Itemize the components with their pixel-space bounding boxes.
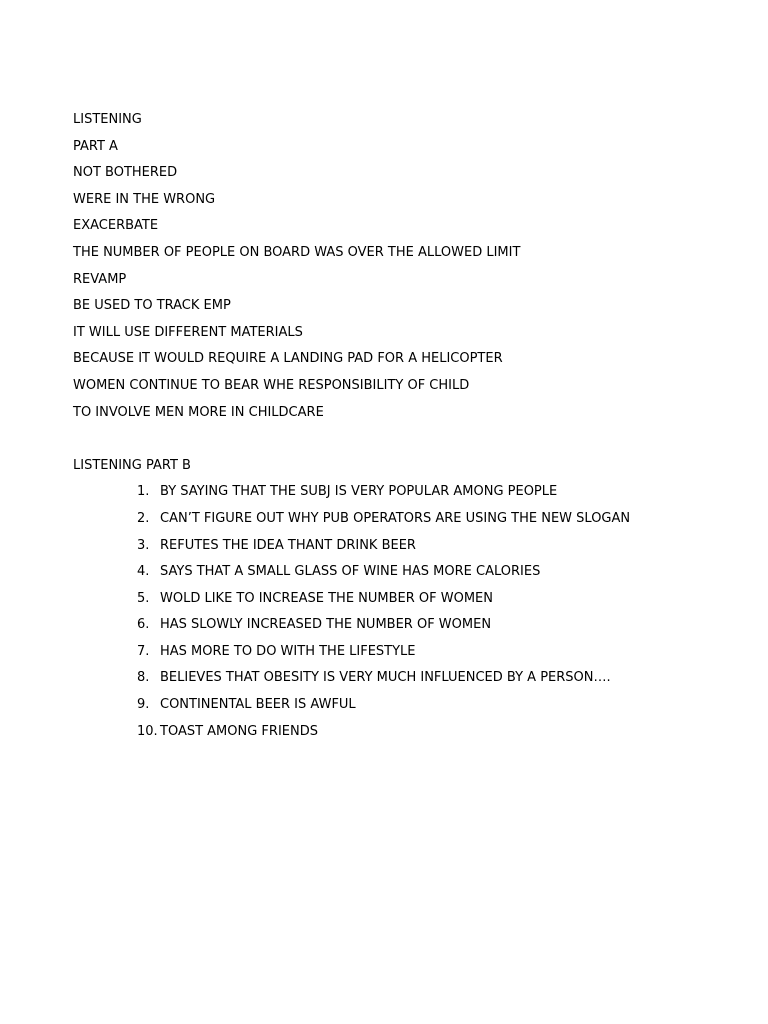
answer-line: NOT BOTHERED <box>73 165 178 181</box>
list-item <box>73 562 733 589</box>
list-item-number: 10. <box>137 723 158 739</box>
list-item <box>73 509 733 536</box>
document-body <box>73 110 733 748</box>
part-a-heading: PART A <box>73 138 118 154</box>
list-item-number: 7. <box>137 643 150 659</box>
list-item <box>73 695 733 722</box>
list-item-text: CONTINENTAL BEER IS AWFUL <box>160 697 356 713</box>
list-item-number: 9. <box>137 697 150 713</box>
list-item-text: TOAST AMONG FRIENDS <box>160 723 318 739</box>
list-item-number: 3. <box>137 537 150 553</box>
list-item-number: 2. <box>137 510 150 526</box>
answer-line: WERE IN THE WRONG <box>73 191 216 207</box>
answer-line: THE NUMBER OF PEOPLE ON BOARD WAS OVER THE ALLOWED LIMIT <box>73 244 521 260</box>
list-item <box>73 615 733 642</box>
list-item-number: 6. <box>137 617 150 633</box>
list-item-text: REFUTES THE IDEA THANT DRINK BEER <box>160 537 416 553</box>
list-item-number: 1. <box>137 484 150 500</box>
list-item-text: WOLD LIKE TO INCREASE THE NUMBER OF WOMEN <box>160 590 493 606</box>
list-item-text: BY SAYING THAT THE SUBJ IS VERY POPULAR AMONG PEOPLE <box>160 484 558 500</box>
list-item-text: HAS SLOWLY INCREASED THE NUMBER OF WOMEN <box>160 617 492 633</box>
list-item <box>73 536 733 563</box>
list-item-text: BELIEVES THAT OBESITY IS VERY MUCH INFLUENCED BY A PERSON…. <box>160 670 611 686</box>
answer-line: WOMEN CONTINUE TO BEAR WHE RESPONSIBILITY OF CHILD <box>73 377 470 393</box>
list-item <box>73 642 733 669</box>
answer-line: IT WILL USE DIFFERENT MATERIALS <box>73 324 303 340</box>
answer-line: EXACERBATE <box>73 218 159 234</box>
list-item <box>73 668 733 695</box>
part-a-section <box>73 110 733 429</box>
part-b-heading: LISTENING PART B <box>73 457 191 473</box>
list-item-text: CAN’T FIGURE OUT WHY PUB OPERATORS ARE USING THE NEW SLOGAN <box>160 510 631 526</box>
part-b-section <box>73 456 733 749</box>
answer-line: BECAUSE IT WOULD REQUIRE A LANDING PAD FOR A HELICOPTER <box>73 351 503 367</box>
list-item-number: 4. <box>137 564 150 580</box>
list-item <box>73 722 733 749</box>
list-item <box>73 589 733 616</box>
list-item-text: HAS MORE TO DO WITH THE LIFESTYLE <box>160 643 416 659</box>
answer-line: TO INVOLVE MEN MORE IN CHILDCARE <box>73 404 324 420</box>
section-title: LISTENING <box>73 112 142 127</box>
answer-line: BE USED TO TRACK EMP <box>73 298 231 314</box>
blank-line <box>73 429 733 456</box>
list-item <box>73 482 733 509</box>
answer-line: REVAMP <box>73 271 127 287</box>
list-item-text: SAYS THAT A SMALL GLASS OF WINE HAS MORE CALORIES <box>160 564 541 580</box>
list-item-number: 5. <box>137 590 150 606</box>
numbered-answer-list <box>73 482 733 748</box>
list-item-number: 8. <box>137 670 150 686</box>
